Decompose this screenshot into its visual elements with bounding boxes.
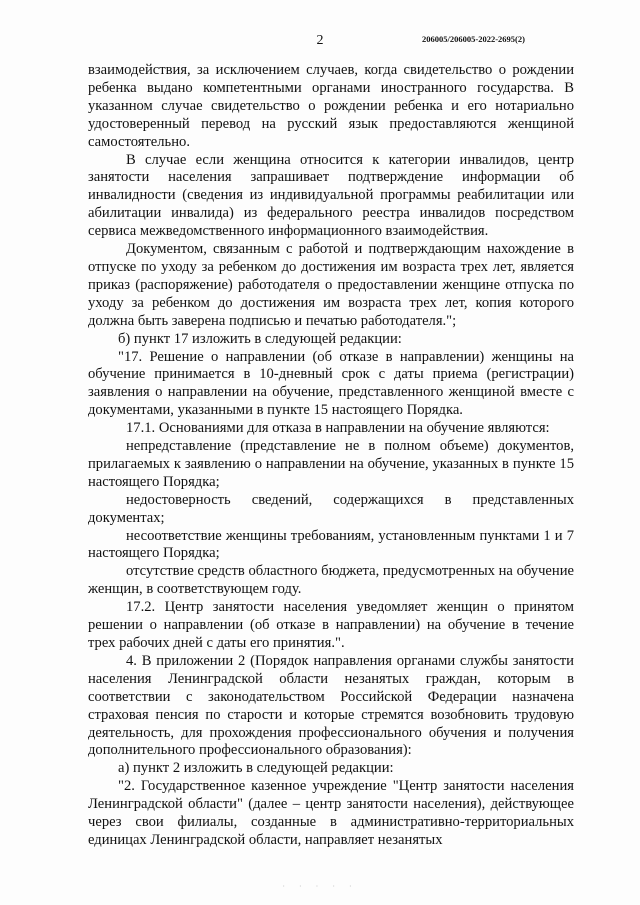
paragraph: отсутствие средств областного бюджета, предусмотренных на обучение женщин, в соответствующем году. [88, 563, 574, 598]
paragraph: 17.1. Основаниями для отказа в направлении на обучение являются: [126, 420, 550, 437]
paragraph: "17. Решение о направлении (об отказе в направлении) женщины на обучение принимается в 10-дневный срок с даты приема (регистрации) заявления о направлении на обучение, представленного женщиной вместе с документами, указанными в пункте 15 настоящего Порядка. [88, 348, 574, 419]
paragraph: 17.2. Центр занятости населения уведомляет женщин о принятом решении о направлении (об отказе в направлении) на обучение в течение трех рабочих дней с даты его принятия.". [88, 599, 574, 651]
page-number: 2 [316, 33, 324, 48]
paragraph: "2. Государственное казенное учреждение "Центр занятости населения Ленинградской области" (далее – центр занятости населения), действующее через свои филиалы, созданные в административно-территориальных единицах Ленинградской области, направляет незанятых [88, 778, 574, 848]
paragraph: Документом, связанным с работой и подтверждающим нахождение в отпуске по уходу за ребенком до достижения им возраста трех лет, является приказ (распоряжение) работодателя о предоставлении женщине отпуска по уходу за ребенком до достижения им возраста трех лет, копия которого должна быть заверена подписью и печатью работодателя."; [88, 241, 574, 329]
paragraph: несоответствие женщины требованиям, установленным пунктами 1 и 7 настоящего Порядка; [88, 527, 574, 562]
paragraph: 4. В приложении 2 (Порядок направления органами службы занятости населения Ленинградской области незанятых граждан, которым в соответствии с законодательством Российской Федерации назначена страховая пенсия по старости и которые стремятся возобновить трудовую деятельность, для прохождения профессионального обучения и получения дополнительного профессионального образования): [88, 652, 574, 759]
scan-artifact: · · · · · [282, 882, 358, 891]
paragraph: непредставление (представление не в полном объеме) документов, прилагаемых к заявлению о направлении на обучение, указанных в пункте 15 настоящего Порядка; [88, 438, 574, 490]
document-body [88, 62, 574, 850]
paragraph: недостоверность сведений, содержащихся в представленных документах; [88, 491, 574, 526]
paragraph: а) пункт 2 изложить в следующей редакции: [118, 760, 394, 777]
paragraph: В случае если женщина относится к категории инвалидов, центр занятости населения запрашивает подтверждение информации об инвалидности (сведения из индивидуальной программы реабилитации или абилитации инвалида) из федерального реестра инвалидов посредством сервиса межведомственного информационного взаимодействия. [88, 151, 574, 240]
paragraph: взаимодействия, за исключением случаев, когда свидетельство о рождении ребенка выдано компетентными органами иностранного государства. В указанном случае свидетельство о рождении ребенка и его нотариально удостоверенный перевод на русский язык предоставляются женщиной самостоятельно. [88, 62, 574, 150]
paragraph: б) пункт 17 изложить в следующей редакции: [118, 330, 402, 347]
document-id: 206005/206005-2022-2695(2) [422, 34, 525, 44]
